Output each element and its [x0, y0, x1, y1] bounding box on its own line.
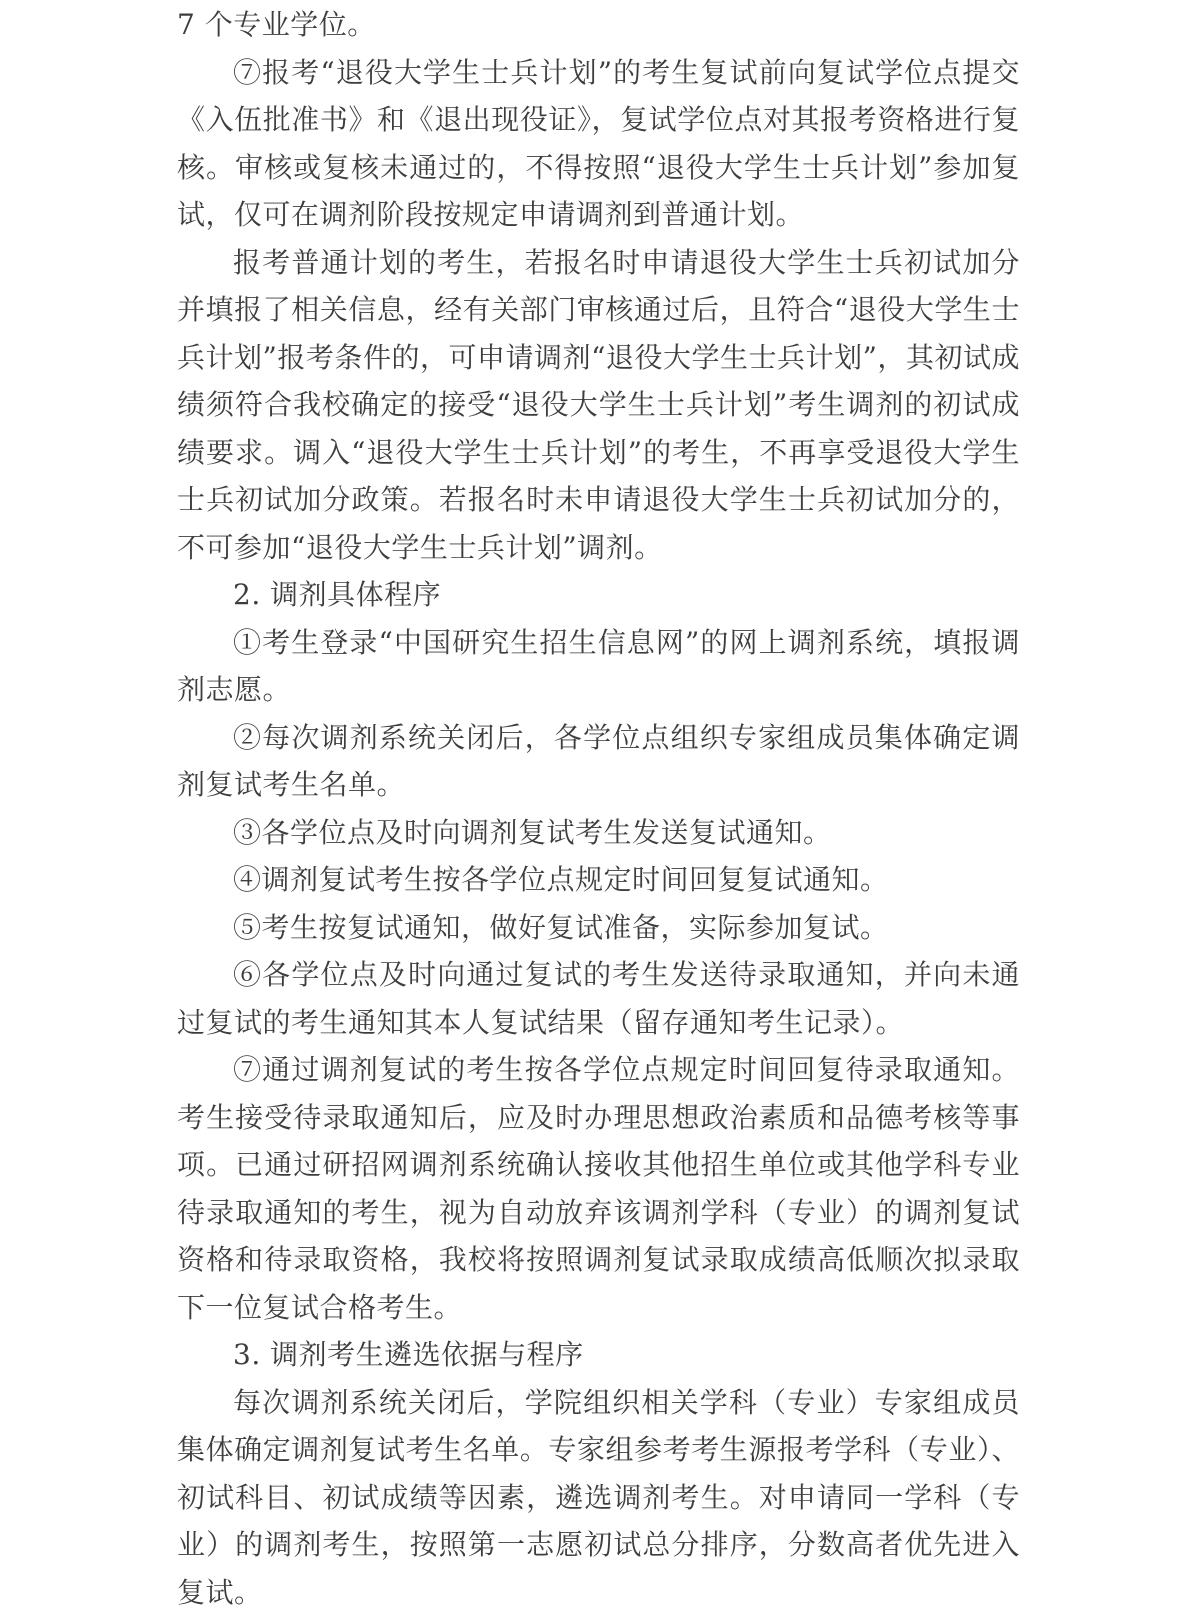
document-body: [177, 1, 1020, 1616]
paragraph: 3. 调剂考生遴选依据与程序: [177, 1331, 1020, 1379]
paragraph: ⑥各学位点及时向通过复试的考生发送待录取通知，并向未通过复试的考生通知其本人复试结果（留存通知考生记录）。: [177, 951, 1020, 1046]
paragraph: ⑦报考“退役大学生士兵计划”的考生复试前向复试学位点提交《入伍批准书》和《退出现役证》，复试学位点对其报考资格进行复核。审核或复核未通过的，不得按照“退役大学生士兵计划”参加复试，仅可在调剂阶段按规定申请调剂到普通计划。: [177, 49, 1020, 239]
paragraph: ⑦通过调剂复试的考生按各学位点规定时间回复待录取通知。考生接受待录取通知后，应及时办理思想政治素质和品德考核等事项。已通过研招网调剂系统确认接收其他招生单位或其他学科专业待录取通知的考生，视为自动放弃该调剂学科（专业）的调剂复试资格和待录取资格，我校将按照调剂复试录取成绩高低顺次拟录取下一位复试合格考生。: [177, 1046, 1020, 1331]
paragraph: 报考普通计划的考生，若报名时申请退役大学生士兵初试加分并填报了相关信息，经有关部门审核通过后，且符合“退役大学生士兵计划”报考条件的，可申请调剂“退役大学生士兵计划”，其初试成绩须符合我校确定的接受“退役大学生士兵计划”考生调剂的初试成绩要求。调入“退役大学生士兵计划”的考生，不再享受退役大学生士兵初试加分政策。若报名时未申请退役大学生士兵初试加分的，不可参加“退役大学生士兵计划”调剂。: [177, 239, 1020, 572]
paragraph: 每次调剂系统关闭后，学院组织相关学科（专业）专家组成员集体确定调剂复试考生名单。专家组参考考生源报考学科（专业）、初试科目、初试成绩等因素，遴选调剂考生。对申请同一学科（专业）的调剂考生，按照第一志愿初试总分排序，分数高者优先进入复试。: [177, 1379, 1020, 1616]
paragraph: ⑤考生按复试通知，做好复试准备，实际参加复试。: [177, 904, 1020, 952]
paragraph: 2. 调剂具体程序: [177, 571, 1020, 619]
paragraph: ④调剂复试考生按各学位点规定时间回复复试通知。: [177, 856, 1020, 904]
paragraph: ③各学位点及时向调剂复试考生发送复试通知。: [177, 809, 1020, 857]
paragraph: ②每次调剂系统关闭后，各学位点组织专家组成员集体确定调剂复试考生名单。: [177, 714, 1020, 809]
paragraph: ①考生登录“中国研究生招生信息网”的网上调剂系统，填报调剂志愿。: [177, 619, 1020, 714]
paragraph: 7 个专业学位。: [177, 1, 1020, 49]
